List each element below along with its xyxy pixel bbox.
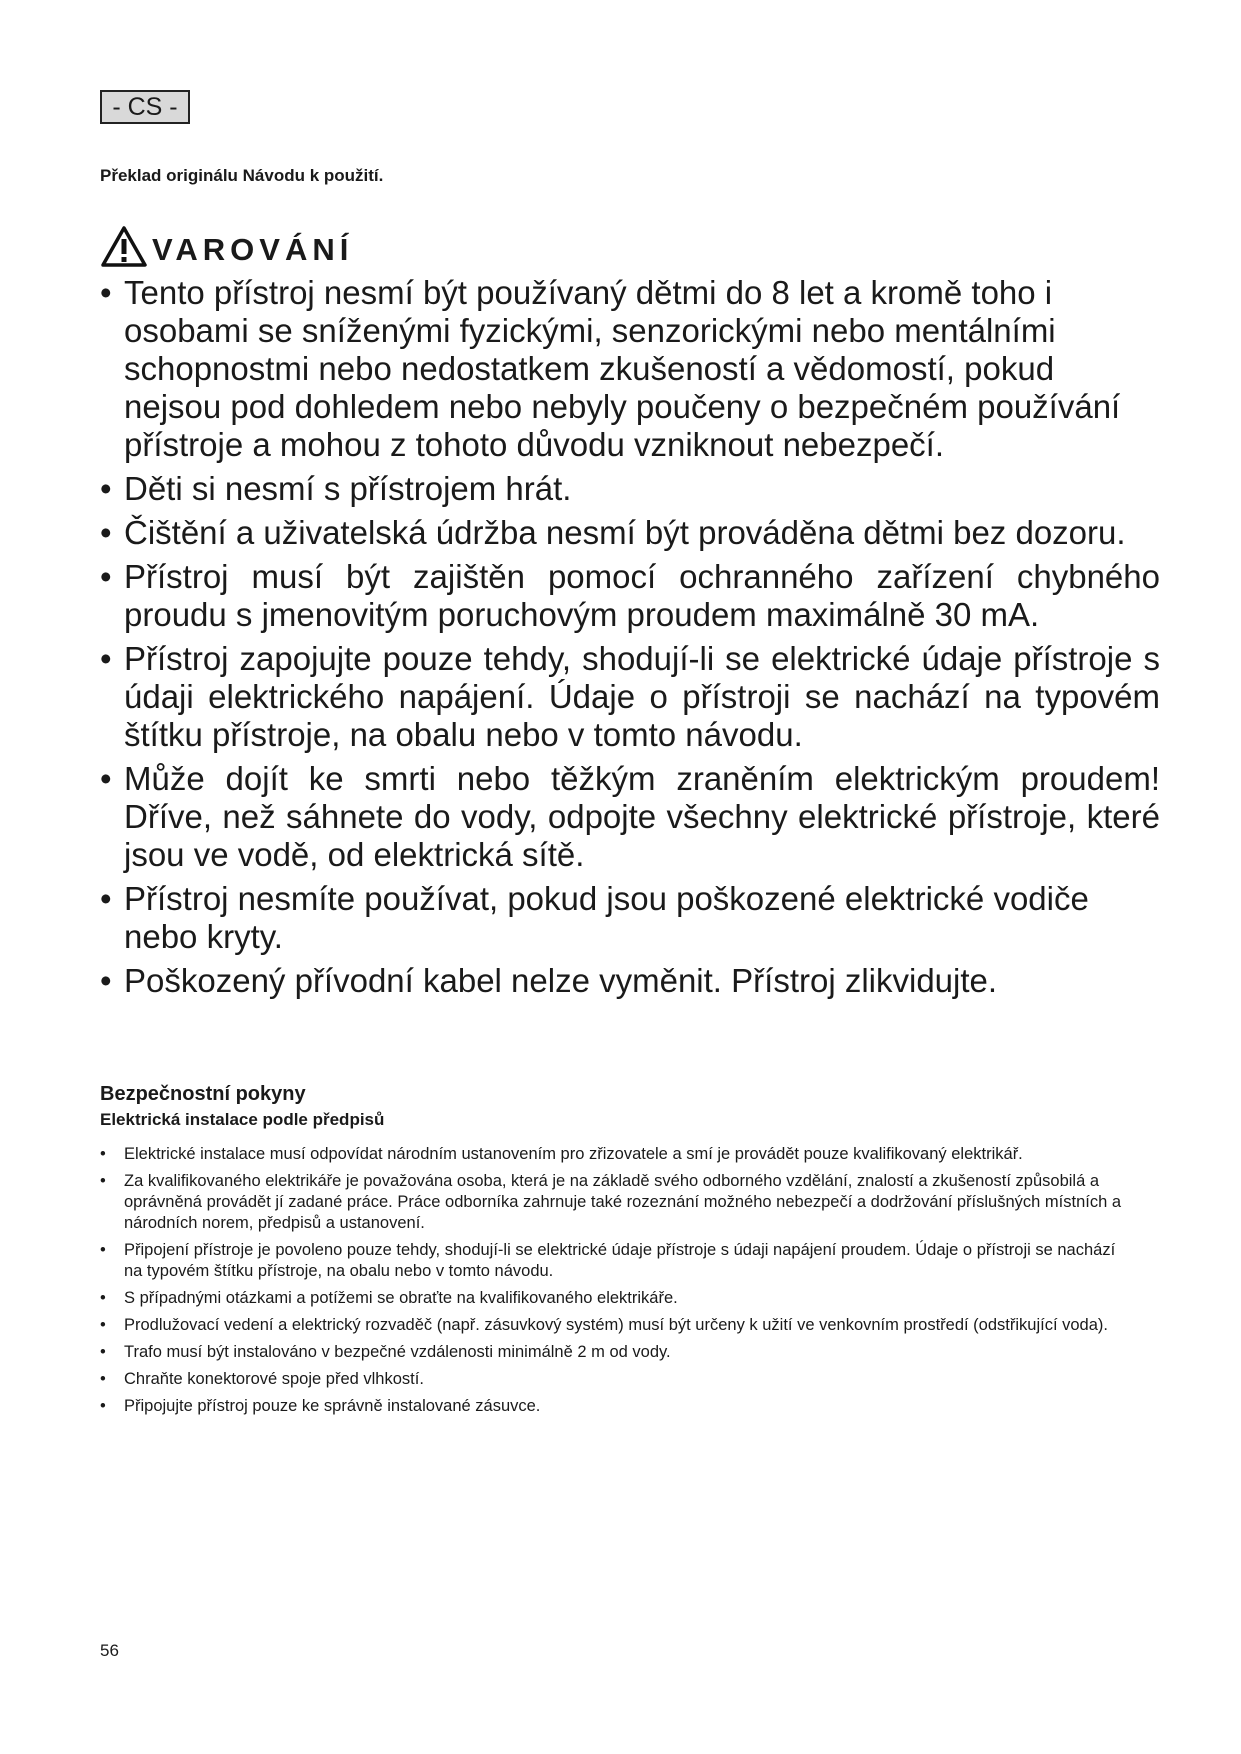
safety-item: • Prodlužovací vedení a elektrický rozvaděč (např. zásuvkový systém) musí být určeny k užití ve venkovním prostředí (odstřikující voda). [100,1315,1130,1336]
language-tag: - CS - [100,90,190,124]
warning-item: • Děti si nesmí s přístrojem hrát. [100,470,1160,508]
warning-item: • Přístroj musí být zajištěn pomocí ochranného zařízení chybného proudu s jmenovitým poruchovým proudem maximálně 30 mA. [100,558,1160,634]
warning-item: • Tento přístroj nesmí být používaný dětmi do 8 let a kromě toho i osobami se sníženými fyzickými, senzorickými nebo mentálními schopnostmi nebo nedostatkem zkušeností a vědomostí, pokud nejsou pod dohledem nebo nebyly poučeny o bezpečném používání přístroje a mohou z tohoto důvodu vzniknout nebezpečí. [100,274,1160,464]
safety-item: • Za kvalifikovaného elektrikáře je považována osoba, která je na základě svého odborného vzdělání, znalostí a zkušeností způsobilá a oprávněná provádět jí zadané práce. Práce odborníka zahrnuje také rozeznání možného nebezpečí a dodržování příslušných místních a národních norem, předpisů a ustanovení. [100,1171,1130,1234]
safety-item: • Elektrické instalace musí odpovídat národním ustanovením pro zřizovatele a smí je provádět pouze kvalifikovaný elektrikář. [100,1144,1130,1165]
safety-item: • S případnými otázkami a potížemi se obraťte na kvalifikovaného elektrikáře. [100,1288,1130,1309]
warning-header [100,222,353,272]
safety-item: • Trafo musí být instalováno v bezpečné vzdálenosti minimálně 2 m od vody. [100,1342,1130,1363]
safety-heading: Bezpečnostní pokyny [100,1083,306,1105]
warning-item: • Přístroj zapojujte pouze tehdy, shodují-li se elektrické údaje přístroje s údaji elektrického napájení. Údaje o přístroji se nachází na typovém štítku přístroje, na obalu nebo v tomto návodu. [100,640,1160,754]
safety-subheading: Elektrická instalace podle předpisů [100,1110,385,1129]
warning-item: • Přístroj nesmíte používat, pokud jsou poškozené elektrické vodiče nebo kryty. [100,880,1160,956]
safety-list [100,1144,1130,1423]
safety-item: • Připojení přístroje je povoleno pouze tehdy, shodují-li se elektrické údaje přístroje s údaji napájení proudem. Údaje o přístroji se nachází na typovém štítku přístroje, na obalu nebo v tomto návodu. [100,1240,1130,1282]
warning-triangle-icon [100,225,148,269]
warning-item: • Může dojít ke smrti nebo těžkým zraněním elektrickým proudem! Dříve, než sáhnete do vody, odpojte všechny elektrické přístroje, které jsou ve vodě, od elektrická sítě. [100,760,1160,874]
warning-title: VAROVÁNÍ [152,232,354,267]
page-number: 56 [100,1641,119,1660]
safety-item: • Připojujte přístroj pouze ke správně instalované zásuvce. [100,1396,1130,1417]
translation-note: Překlad originálu Návodu k použití. [100,166,384,185]
warning-item: • Poškozený přívodní kabel nelze vyměnit. Přístroj zlikvidujte. [100,962,1160,1000]
warning-list [100,274,1160,1006]
warning-item: • Čištění a uživatelská údržba nesmí být prováděna dětmi bez dozoru. [100,514,1160,552]
safety-item: • Chraňte konektorové spoje před vlhkostí. [100,1369,1130,1390]
